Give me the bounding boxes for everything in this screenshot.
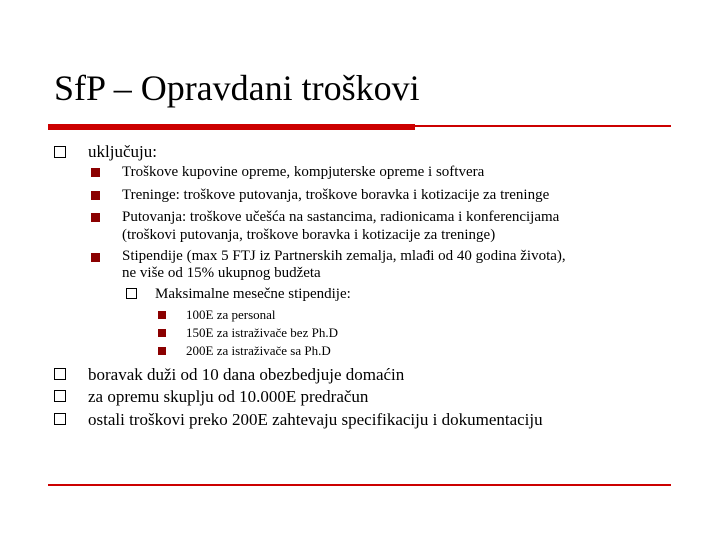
slide-title: SfP – Opravdani troškovi <box>54 68 420 108</box>
title-underline-thin <box>415 125 671 127</box>
stipendija-personal: 100E za personal <box>186 307 276 322</box>
bullet-ukljucuju: uključuju: <box>88 142 157 161</box>
bottom-rule <box>48 484 671 486</box>
solid-square-bullet-icon <box>158 347 166 355</box>
hollow-square-bullet-icon <box>54 413 66 425</box>
solid-square-bullet-icon <box>158 329 166 337</box>
sub-item-treninge: Treninge: troškove putovanja, troškove boravka i kotizacije za treninge <box>122 187 550 203</box>
solid-square-bullet-icon <box>158 311 166 319</box>
hollow-square-bullet-icon <box>54 368 66 380</box>
bullet-oprema-predracun: za opremu skuplju od 10.000E predračun <box>88 387 369 406</box>
hollow-square-bullet-icon <box>54 390 66 402</box>
sub-item-stipendije: Stipendije (max 5 FTJ iz Partnerskih zemalja, mlađi od 40 godina života), <box>122 248 566 264</box>
sub-item-oprema: Troškove kupovine opreme, kompjuterske opreme i softvera <box>122 164 485 180</box>
solid-square-bullet-icon <box>91 168 100 177</box>
solid-square-bullet-icon <box>91 253 100 262</box>
solid-square-bullet-icon <box>91 191 100 200</box>
title-underline-thick <box>48 124 415 130</box>
hollow-square-bullet-icon <box>126 288 137 299</box>
max-stipendije-label: Maksimalne mesečne stipendije: <box>155 286 351 302</box>
sub-item-putovanja-cont: (troškovi putovanja, troškove boravka i kotizacije za treninge) <box>122 227 496 243</box>
stipendija-sa-phd: 200E za istraživače sa Ph.D <box>186 343 331 358</box>
sub-item-putovanja: Putovanja: troškove učešća na sastancima, radionicama i konferencijama <box>122 209 560 225</box>
stipendija-bez-phd: 150E za istraživače bez Ph.D <box>186 325 338 340</box>
bullet-boravak: boravak duži od 10 dana obezbedjuje domaćin <box>88 365 405 384</box>
bullet-ostali-troskovi: ostali troškovi preko 200E zahtevaju specifikaciju i dokumentaciju <box>88 410 543 429</box>
sub-item-stipendije-cont: ne više od 15% ukupnog budžeta <box>122 265 321 281</box>
solid-square-bullet-icon <box>91 213 100 222</box>
hollow-square-bullet-icon <box>54 146 66 158</box>
